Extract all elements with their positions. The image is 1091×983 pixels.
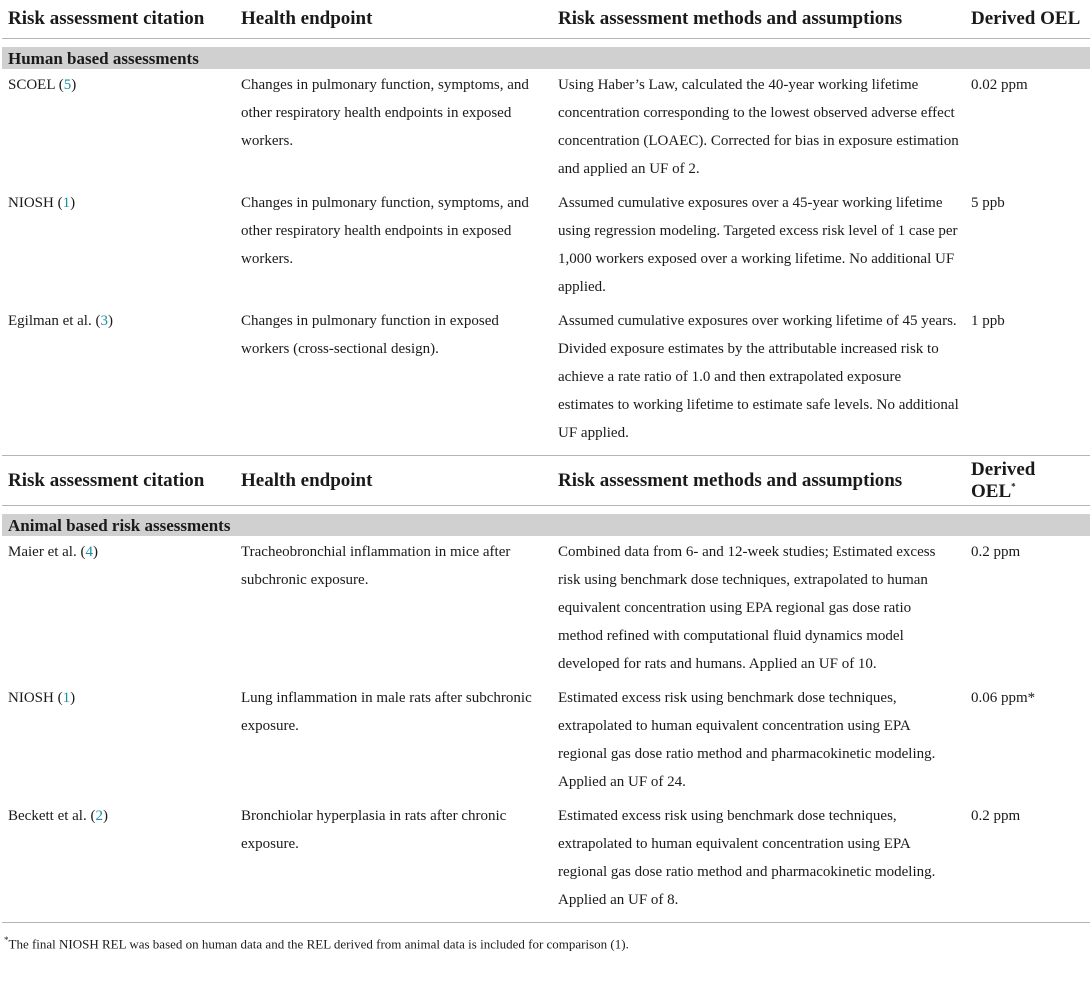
table-footnote xyxy=(4,935,1091,952)
table-row xyxy=(2,800,1090,923)
oel-cell: 5 ppb xyxy=(971,195,1005,211)
endpoint-cell: Changes in pulmonary function in exposed workers (cross-sectional design). xyxy=(235,305,552,456)
footnote-mark: * xyxy=(4,935,9,945)
methods-cell: Assumed cumulative exposures over a 45-year working lifetime using regression modeling. Targeted excess risk level of 1 case per 1,000 workers exposed over a working lifetime. No additional UF applied. xyxy=(558,195,958,295)
oel-cell: 0.2 ppm xyxy=(971,544,1021,560)
header-citation: Risk assessment citation xyxy=(2,0,235,39)
citation-cell: NIOSH (1) xyxy=(8,690,76,706)
methods-cell: Estimated excess risk using benchmark dose techniques, extrapolated to human equivalent concentration using EPA regional gas dose ratio method and pharmacokinetic modeling. Applied an UF of 24. xyxy=(558,690,936,790)
reference-link[interactable]: 2 xyxy=(95,808,103,824)
reference-link[interactable]: 4 xyxy=(85,544,93,560)
oel-cell: 0.02 ppm xyxy=(971,77,1028,93)
methods-cell: Using Haber’s Law, calculated the 40-year working lifetime concentration corresponding to the lowest observed adverse effect concentration (LOAEC). Corrected for bias in exposure estimation and applied an UF of 2. xyxy=(558,77,959,177)
table-row xyxy=(2,69,1090,187)
reference-link[interactable]: 1 xyxy=(62,195,71,211)
header-endpoint: Health endpoint xyxy=(235,0,552,39)
header-oel: Derived OEL* xyxy=(965,456,1090,506)
table-row xyxy=(2,187,1090,305)
endpoint-cell: Bronchiolar hyperplasia in rats after chronic exposure. xyxy=(235,800,552,923)
reference-link[interactable]: 5 xyxy=(63,77,72,93)
reference-link[interactable]: 1 xyxy=(62,690,71,706)
header-endpoint: Health endpoint xyxy=(235,456,552,506)
table-row xyxy=(2,536,1090,682)
endpoint-cell: Tracheobronchial inflammation in mice after subchronic exposure. xyxy=(241,544,511,588)
endpoint-cell: Changes in pulmonary function, symptoms, and other respiratory health endpoints in exposed workers. xyxy=(241,77,529,149)
table-row xyxy=(2,682,1090,800)
reference-link[interactable]: 3 xyxy=(100,313,108,329)
citation-cell: Maier et al. (4) xyxy=(8,544,98,560)
header-oel: Derived OEL xyxy=(965,0,1090,39)
oel-cell: 1 ppb xyxy=(965,305,1090,456)
oel-cell: 0.06 ppm* xyxy=(971,690,1036,706)
section-title: Animal based risk assessments xyxy=(2,514,1090,536)
footnote-mark: * xyxy=(1011,481,1016,492)
citation-cell: NIOSH (1) xyxy=(8,195,76,211)
table-header-row xyxy=(2,0,1090,39)
citation-cell: Egilman et al. (3) xyxy=(2,305,235,456)
section-human xyxy=(2,47,1090,69)
table-row xyxy=(2,305,1090,456)
section-animal xyxy=(2,514,1090,536)
citation-cell: Beckett et al. (2) xyxy=(2,800,235,923)
header-methods: Risk assessment methods and assumptions xyxy=(552,0,965,39)
methods-cell: Assumed cumulative exposures over working lifetime of 45 years. Divided exposure estimates by the attributable increased risk to achieve a rate ratio of 1.0 and then extrapolated exposure estimates to working lifetime to estimate safe levels. No additional UF applied. xyxy=(552,305,965,456)
risk-assessment-table xyxy=(2,0,1090,923)
header-methods: Risk assessment methods and assumptions xyxy=(552,456,965,506)
methods-cell: Estimated excess risk using benchmark dose techniques, extrapolated to human equivalent concentration using EPA regional gas dose ratio method and pharmacokinetic modeling. Applied an UF of 8. xyxy=(552,800,965,923)
citation-cell: SCOEL (5) xyxy=(8,77,77,93)
table-header-row-2 xyxy=(2,456,1090,506)
endpoint-cell: Lung inflammation in male rats after subchronic exposure. xyxy=(241,690,532,734)
methods-cell: Combined data from 6- and 12-week studies; Estimated excess risk using benchmark dose techniques, extrapolated to human equivalent concentration using EPA regional gas dose ratio method refined with computational fluid dynamics model developed for rats and humans. Applied an UF of 10. xyxy=(558,544,936,672)
endpoint-cell: Changes in pulmonary function, symptoms, and other respiratory health endpoints in exposed workers. xyxy=(241,195,529,267)
section-title: Human based assessments xyxy=(2,47,1090,69)
header-citation: Risk assessment citation xyxy=(2,456,235,506)
footnote-text: The final NIOSH REL was based on human data and the REL derived from animal data is included for comparison (1). xyxy=(8,936,629,952)
oel-cell: 0.2 ppm xyxy=(965,800,1090,923)
